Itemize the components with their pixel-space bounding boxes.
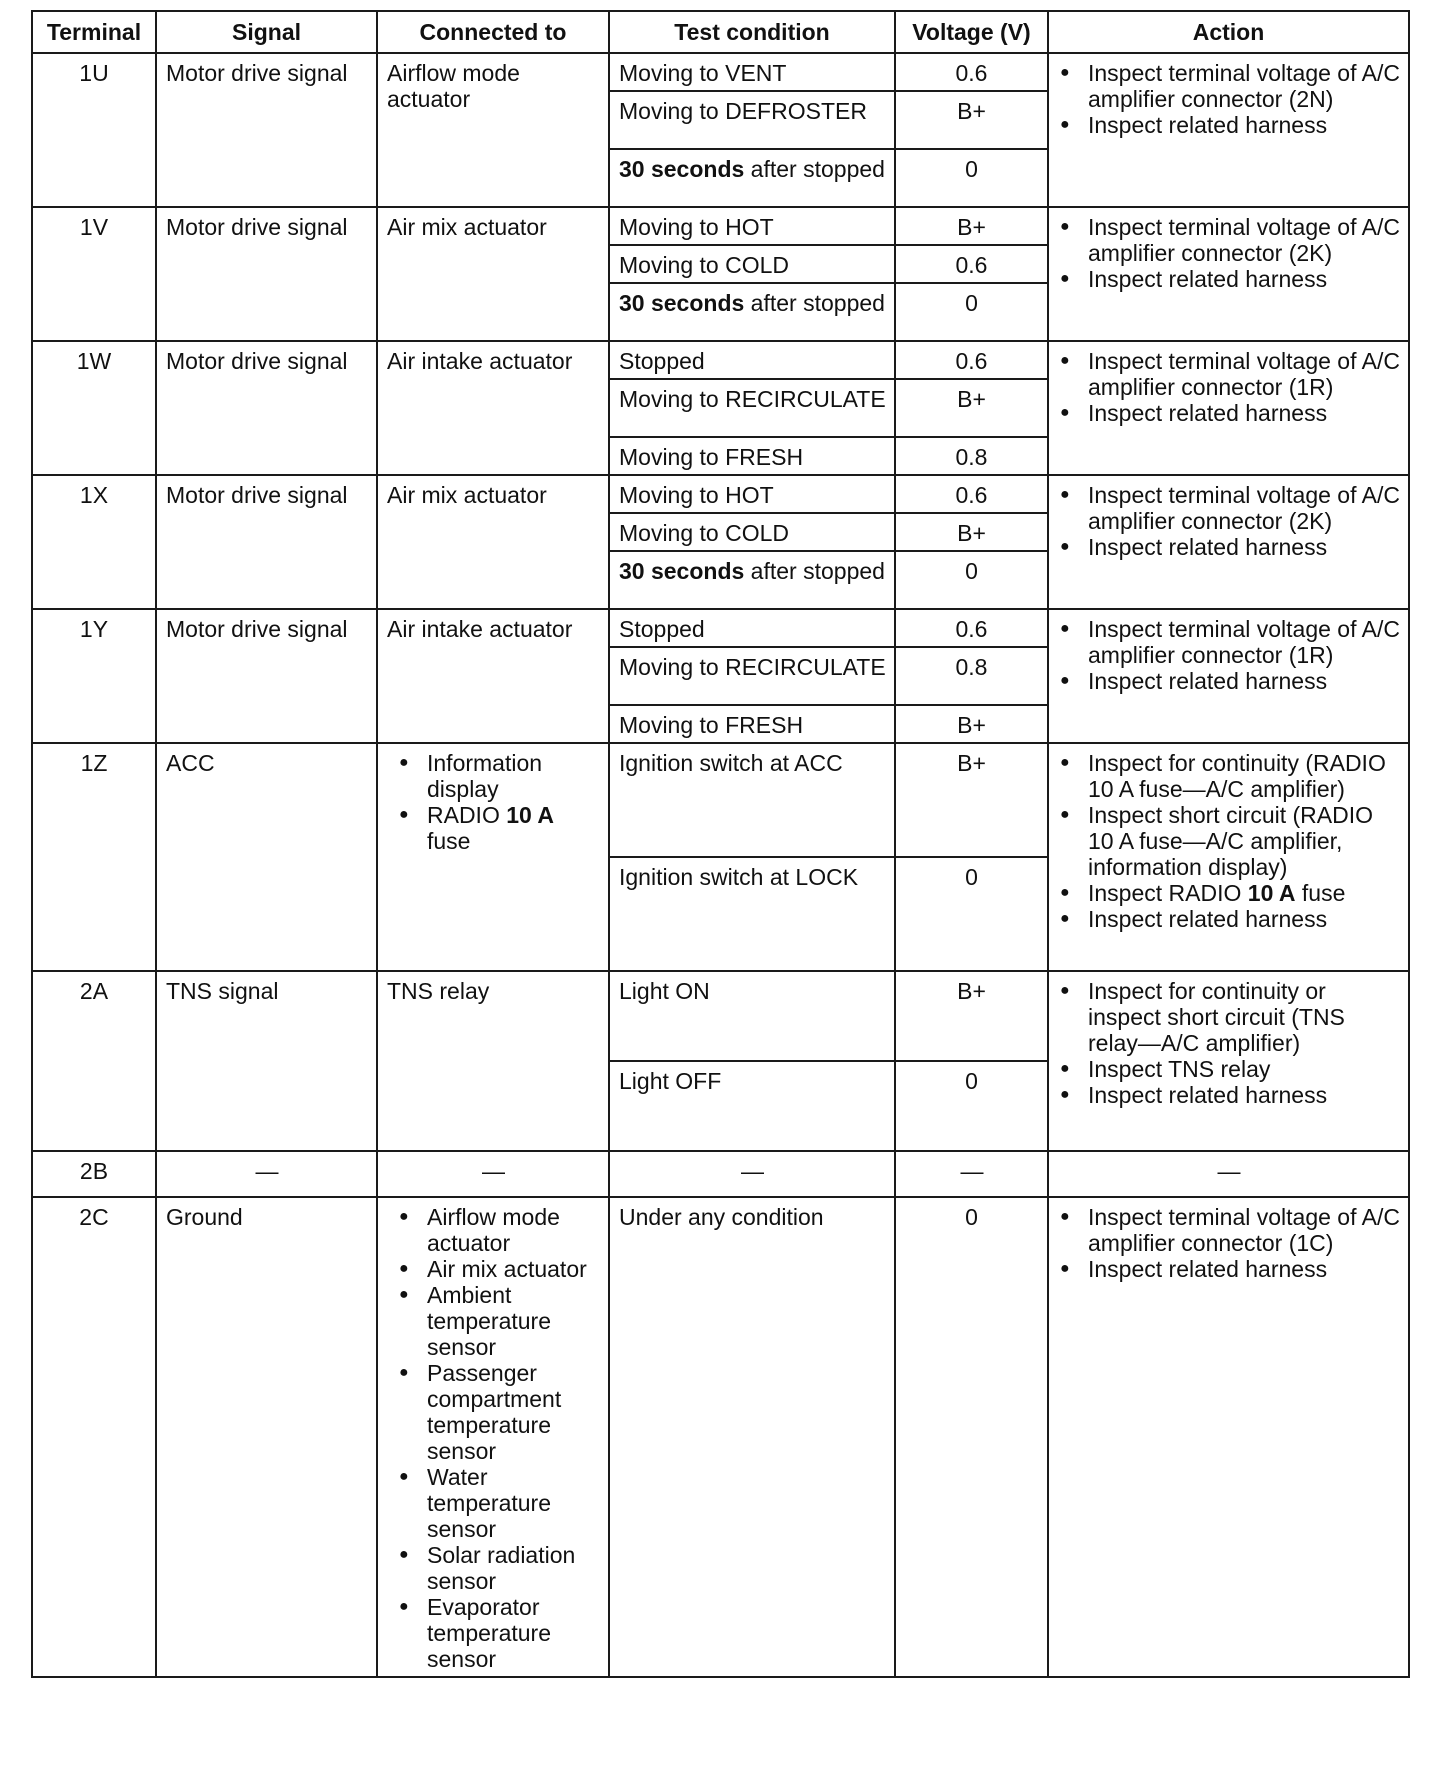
test-condition-cell (609, 437, 895, 475)
connected-to-cell (377, 609, 609, 743)
voltage-cell: 0 (895, 283, 1048, 341)
action-item (1058, 400, 1400, 426)
connected-to-item (397, 1256, 600, 1282)
text: Inspect related harness (1088, 112, 1328, 138)
text: Inspect terminal voltage of A/C amplifier connector (1C) (1088, 1204, 1400, 1256)
voltage-cell: 0 (895, 551, 1048, 609)
connected-to-item (397, 1542, 600, 1594)
condition-text: Moving to HOT (619, 214, 774, 240)
voltage-cell: — (895, 1151, 1048, 1197)
test-condition-cell (609, 513, 895, 551)
test-condition-cell: — (609, 1151, 895, 1197)
action-cell (1048, 475, 1409, 609)
connected-to-cell (377, 207, 609, 341)
test-condition-cell (609, 283, 895, 341)
header-test-condition: Test condition (609, 11, 895, 53)
condition-text: Ignition switch at LOCK (619, 864, 859, 890)
text: Inspect for continuity or inspect short circuit (TNS relay—A/C amplifier) (1088, 978, 1345, 1056)
text: Airflow mode actuator (427, 1204, 560, 1256)
action-item (1058, 266, 1400, 292)
connected-to-text: Air mix actuator (387, 214, 547, 240)
test-condition-cell (609, 91, 895, 149)
voltage-cell: 0.6 (895, 53, 1048, 91)
condition-text: Light ON (619, 978, 710, 1004)
table-body (32, 53, 1409, 1677)
text: Inspect terminal voltage of A/C amplifier connector (2N) (1088, 60, 1400, 112)
text: Information display (427, 750, 543, 802)
action-item (1058, 668, 1400, 694)
header-connected-to: Connected to (377, 11, 609, 53)
terminal-cell: 2C (32, 1197, 156, 1677)
action-list (1058, 750, 1400, 932)
text: Inspect TNS relay (1088, 1056, 1271, 1082)
test-condition-cell (609, 1061, 895, 1151)
table-row (32, 971, 1409, 1061)
connected-to-cell (377, 341, 609, 475)
terminal-cell: 1Y (32, 609, 156, 743)
terminal-cell: 1X (32, 475, 156, 609)
action-cell (1048, 609, 1409, 743)
action-item (1058, 60, 1400, 112)
table-row (32, 1151, 1409, 1197)
table-row (32, 743, 1409, 857)
connected-to-item (397, 1594, 600, 1672)
connected-to-item (397, 802, 600, 854)
action-item (1058, 534, 1400, 560)
action-item (1058, 214, 1400, 266)
action-item (1058, 906, 1400, 932)
text: Ambient temperature sensor (427, 1282, 552, 1360)
signal-cell: TNS signal (156, 971, 377, 1151)
text: Inspect related harness (1088, 906, 1328, 932)
connected-to-item (397, 1282, 600, 1360)
voltage-cell: B+ (895, 743, 1048, 857)
text: Air mix actuator (427, 1256, 587, 1282)
table-row (32, 341, 1409, 379)
connected-to-cell (377, 475, 609, 609)
connected-to-cell (377, 53, 609, 207)
condition-text: Moving to FRESH (619, 444, 804, 470)
text: Inspect related harness (1088, 400, 1328, 426)
voltage-cell: 0.6 (895, 609, 1048, 647)
text: Inspect related harness (1088, 668, 1328, 694)
connected-to-item (397, 1204, 600, 1256)
action-cell (1048, 1197, 1409, 1677)
text: Solar radiation sensor (427, 1542, 576, 1594)
connected-to-list (387, 1204, 600, 1672)
header-row (32, 11, 1409, 53)
terminal-cell: 2B (32, 1151, 156, 1197)
action-item (1058, 616, 1400, 668)
condition-bold-text: 30 seconds (619, 290, 745, 316)
condition-bold-text: 30 seconds (619, 156, 745, 182)
connected-to-item (397, 1360, 600, 1464)
condition-text: Moving to COLD (619, 252, 790, 278)
voltage-cell: 0 (895, 1197, 1048, 1677)
condition-text: Moving to HOT (619, 482, 774, 508)
test-condition-cell (609, 857, 895, 971)
header-action: Action (1048, 11, 1409, 53)
signal-cell: Motor drive signal (156, 475, 377, 609)
connected-to-text: Air intake actuator (387, 348, 573, 374)
condition-text: Moving to FRESH (619, 712, 804, 738)
terminal-cell: 2A (32, 971, 156, 1151)
table-row (32, 1197, 1409, 1677)
text: Inspect short circuit (RADIO 10 A fuse—A/C amplifier, information display) (1088, 802, 1374, 880)
voltage-cell: 0.8 (895, 647, 1048, 705)
terminal-cell: 1Z (32, 743, 156, 971)
test-condition-cell (609, 245, 895, 283)
text: Water temperature sensor (427, 1464, 552, 1542)
text: Inspect for continuity (RADIO 10 A fuse—A/C amplifier) (1088, 750, 1386, 802)
action-cell: — (1048, 1151, 1409, 1197)
text: Evaporator temperature sensor (427, 1594, 552, 1672)
connected-to-item (397, 750, 600, 802)
header-voltage: Voltage (V) (895, 11, 1048, 53)
action-cell (1048, 341, 1409, 475)
condition-text: Moving to RECIRCULATE (619, 654, 886, 680)
header-signal: Signal (156, 11, 377, 53)
table-row (32, 53, 1409, 91)
action-list (1058, 60, 1400, 138)
voltage-cell: B+ (895, 91, 1048, 149)
condition-text: Moving to COLD (619, 520, 790, 546)
condition-text: after stopped (744, 558, 885, 584)
terminal-cell: 1V (32, 207, 156, 341)
text: Passenger compartment temperature sensor (427, 1360, 562, 1464)
signal-cell: Motor drive signal (156, 53, 377, 207)
action-cell (1048, 207, 1409, 341)
test-condition-cell (609, 647, 895, 705)
condition-text: Moving to VENT (619, 60, 787, 86)
connected-to-cell (377, 971, 609, 1151)
connected-to-text: Air intake actuator (387, 616, 573, 642)
test-condition-cell (609, 379, 895, 437)
connected-to-cell: — (377, 1151, 609, 1197)
test-condition-cell (609, 971, 895, 1061)
test-condition-cell (609, 475, 895, 513)
connected-to-cell (377, 1197, 609, 1677)
signal-cell: Motor drive signal (156, 341, 377, 475)
voltage-cell: B+ (895, 513, 1048, 551)
condition-bold-text: 30 seconds (619, 558, 745, 584)
action-list (1058, 978, 1400, 1108)
action-cell (1048, 53, 1409, 207)
action-item (1058, 880, 1400, 906)
action-list (1058, 482, 1400, 560)
test-condition-cell (609, 149, 895, 207)
signal-cell: Motor drive signal (156, 207, 377, 341)
voltage-cell: 0 (895, 149, 1048, 207)
text: Inspect terminal voltage of A/C amplifier connector (2K) (1088, 482, 1400, 534)
signal-cell: Motor drive signal (156, 609, 377, 743)
text: Inspect terminal voltage of A/C amplifier connector (2K) (1088, 214, 1400, 266)
header-terminal: Terminal (32, 11, 156, 53)
action-cell (1048, 743, 1409, 971)
action-cell (1048, 971, 1409, 1151)
voltage-cell: 0.6 (895, 245, 1048, 283)
test-condition-cell (609, 207, 895, 245)
condition-text: Light OFF (619, 1068, 722, 1094)
voltage-cell: B+ (895, 379, 1048, 437)
voltage-cell: 0 (895, 1061, 1048, 1151)
test-condition-cell (609, 705, 895, 743)
bold-text: 10 A (506, 802, 554, 828)
action-item (1058, 802, 1400, 880)
terminal-voltage-table (31, 10, 1410, 1678)
test-condition-cell (609, 341, 895, 379)
bold-text: 10 A (1247, 880, 1296, 906)
test-condition-cell (609, 1197, 895, 1677)
text: Inspect related harness (1088, 1256, 1328, 1282)
signal-cell: — (156, 1151, 377, 1197)
connected-to-item (397, 1464, 600, 1542)
text: RADIO (427, 802, 507, 828)
signal-cell: ACC (156, 743, 377, 971)
voltage-cell: 0.6 (895, 475, 1048, 513)
voltage-cell: B+ (895, 971, 1048, 1061)
voltage-cell: B+ (895, 705, 1048, 743)
condition-text: Ignition switch at ACC (619, 750, 843, 776)
action-item (1058, 750, 1400, 802)
action-list (1058, 1204, 1400, 1282)
text: fuse (427, 828, 471, 854)
condition-text: Moving to DEFROSTER (619, 98, 867, 124)
action-list (1058, 214, 1400, 292)
condition-text: after stopped (744, 156, 885, 182)
action-item (1058, 1204, 1400, 1256)
connected-to-text: TNS relay (387, 978, 490, 1004)
voltage-cell: 0.6 (895, 341, 1048, 379)
action-item (1058, 482, 1400, 534)
table-row (32, 475, 1409, 513)
connected-to-cell (377, 743, 609, 971)
connected-to-list (387, 750, 600, 854)
test-condition-cell (609, 53, 895, 91)
voltage-cell: B+ (895, 207, 1048, 245)
action-item (1058, 348, 1400, 400)
action-list (1058, 616, 1400, 694)
text: Inspect terminal voltage of A/C amplifier connector (1R) (1088, 616, 1400, 668)
test-condition-cell (609, 743, 895, 857)
voltage-cell: 0.8 (895, 437, 1048, 475)
condition-text: Stopped (619, 616, 705, 642)
connected-to-text: Airflow mode actuator (387, 60, 520, 112)
condition-text: Moving to RECIRCULATE (619, 386, 886, 412)
terminal-cell: 1U (32, 53, 156, 207)
condition-text: Stopped (619, 348, 705, 374)
signal-cell: Ground (156, 1197, 377, 1677)
test-condition-cell (609, 609, 895, 647)
text: Inspect related harness (1088, 1082, 1328, 1108)
text: fuse (1295, 880, 1346, 906)
action-item (1058, 1256, 1400, 1282)
table-row (32, 609, 1409, 647)
action-item (1058, 1082, 1400, 1108)
text: Inspect related harness (1088, 534, 1328, 560)
condition-text: Under any condition (619, 1204, 824, 1230)
action-list (1058, 348, 1400, 426)
connected-to-text: Air mix actuator (387, 482, 547, 508)
text: Inspect related harness (1088, 266, 1328, 292)
text: Inspect terminal voltage of A/C amplifier connector (1R) (1088, 348, 1400, 400)
table-row (32, 207, 1409, 245)
text: Inspect RADIO (1088, 880, 1248, 906)
condition-text: after stopped (744, 290, 885, 316)
test-condition-cell (609, 551, 895, 609)
voltage-cell: 0 (895, 857, 1048, 971)
action-item (1058, 978, 1400, 1056)
terminal-cell: 1W (32, 341, 156, 475)
action-item (1058, 112, 1400, 138)
action-item (1058, 1056, 1400, 1082)
